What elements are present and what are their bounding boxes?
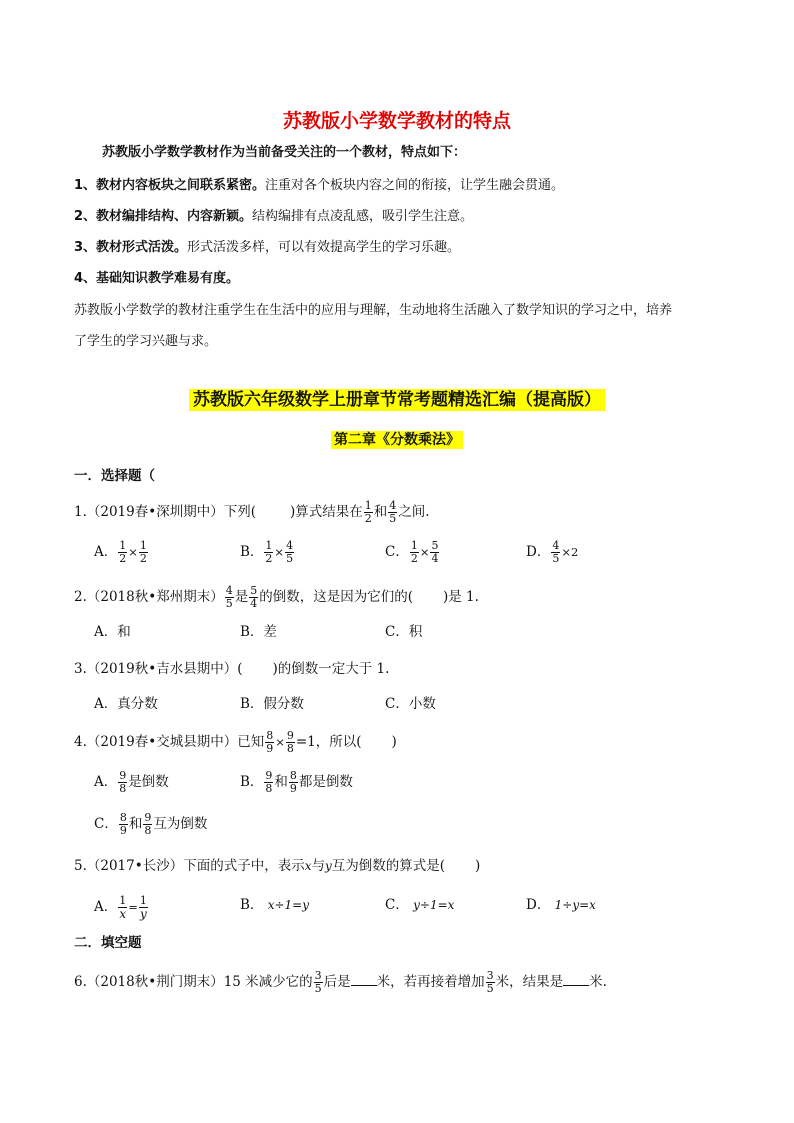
q3-option-c[interactable]: C．小数 xyxy=(385,696,436,712)
q6-blank-2[interactable] xyxy=(563,973,589,986)
section-choice-heading: 一．选择题（ xyxy=(74,468,155,484)
question-5: 5.（2017•长沙）下面的式子中，表示x与y互为倒数的算式是( ) xyxy=(74,858,481,874)
q1-frac-2: $\frac{4}{5}$ xyxy=(389,499,397,525)
question-2: 2.（2018秋•郑州期末） $\frac{4}{5}$ 是 $\frac{5}{4}$ 的倒数，这是因为它们的( )是 1. xyxy=(74,584,479,610)
chapter-title xyxy=(0,429,794,449)
feature-1-body: 注重对各个板块内容之间的衔接，让学生融会贯通。 xyxy=(265,178,565,193)
q1-frac-1: $\frac{1}{2}$ xyxy=(364,499,372,525)
q1-post: 之间. xyxy=(398,504,430,520)
q2-option-c[interactable]: C．积 xyxy=(385,624,423,640)
feature-3-body: 形式活泼多样，可以有效提高学生的学习乐趣。 xyxy=(187,240,461,255)
q1-option-d[interactable]: D． $\frac{4}{5}$ ×2 xyxy=(526,539,579,565)
feature-1 xyxy=(74,177,564,195)
question-1 xyxy=(74,500,430,525)
feature-3-head: 3、教材形式活泼。 xyxy=(74,240,188,255)
summary-line-2: 了学生的学习兴趣与求。 xyxy=(74,334,218,349)
q2-frac-2: $\frac{5}{4}$ xyxy=(250,584,258,610)
q5-option-a[interactable]: A． $\frac{1}{x}$ = $\frac{1}{y}$ xyxy=(94,894,147,921)
q4-option-c[interactable]: C． $\frac{8}{9}$ 和 $\frac{9}{8}$ 互为倒数 xyxy=(94,811,208,837)
collection-title-text: 苏教版六年级数学上册章节常考题精选汇编（提高版） xyxy=(189,389,605,411)
q1-and: 和 xyxy=(373,504,388,520)
q4-option-a[interactable]: A． $\frac{9}{8}$ 是倒数 xyxy=(94,769,169,795)
q4-option-b[interactable]: B． $\frac{9}{8}$ 和 $\frac{8}{9}$ 都是倒数 xyxy=(240,769,353,795)
intro-text: 苏教版小学数学教材作为当前备受关注的一个教材，特点如下： xyxy=(102,145,467,160)
q3-option-b[interactable]: B．假分数 xyxy=(240,696,304,712)
q2-frac-1: $\frac{4}{5}$ xyxy=(225,584,233,610)
feature-2 xyxy=(74,208,473,226)
feature-3 xyxy=(74,239,460,257)
q1-pre: 1.（2019春•深圳期中）下列( xyxy=(74,504,256,520)
summary-line-1: 苏教版小学数学的教材注重学生在生活中的应用与理解，生动地将生活融入了数学知识的学习之中，培养 xyxy=(74,303,673,318)
q2-option-b[interactable]: B．差 xyxy=(240,624,277,640)
q1-option-b[interactable]: B． $\frac{1}{2}$ × $\frac{4}{5}$ xyxy=(240,539,294,565)
section-fill-heading: 二．填空题 xyxy=(74,935,142,951)
q3-option-a[interactable]: A．真分数 xyxy=(94,696,158,712)
q5-option-c[interactable]: C． y÷1=x xyxy=(385,897,455,913)
question-3: 3.（2019秋•吉水县期中）( )的倒数一定大于 1. xyxy=(74,661,390,677)
q1-mid: )算式结果在 xyxy=(289,504,363,520)
feature-1-head: 1、教材内容板块之间联系紧密。 xyxy=(74,178,266,193)
page-title: 苏教版小学数学教材的特点 xyxy=(282,110,511,132)
q1-option-c[interactable]: C． $\frac{1}{2}$ × $\frac{5}{4}$ xyxy=(385,539,439,565)
feature-4-head: 4、基础知识教学难易有度。 xyxy=(74,271,240,286)
q6-blank-1[interactable] xyxy=(351,973,377,986)
question-6: 6.（2018秋•荆门期末）15 米减少它的 $\frac{3}{5}$ 后是 米，若再接着增加 $\frac{3}{5}$ 米，结果是 米. xyxy=(74,969,607,995)
chapter-title-text: 第二章《分数乘法》 xyxy=(331,431,463,449)
feature-2-body: 结构编排有点凌乱感，吸引学生注意。 xyxy=(252,209,474,224)
collection-title xyxy=(0,385,794,410)
question-4: 4.（2019春•交城县期中）已知 $\frac{8}{9}$ × $\frac{9}{8}$ =1，所以( ) xyxy=(74,729,397,755)
q1-option-a[interactable]: A． $\frac{1}{2}$ × $\frac{1}{2}$ xyxy=(94,539,147,565)
q2-option-a[interactable]: A．和 xyxy=(94,624,131,640)
feature-4 xyxy=(74,270,239,288)
feature-2-head: 2、教材编排结构、内容新颖。 xyxy=(74,209,253,224)
q5-option-d[interactable]: D． 1÷y=x xyxy=(526,897,596,913)
q5-option-b[interactable]: B． x÷1=y xyxy=(240,897,310,913)
